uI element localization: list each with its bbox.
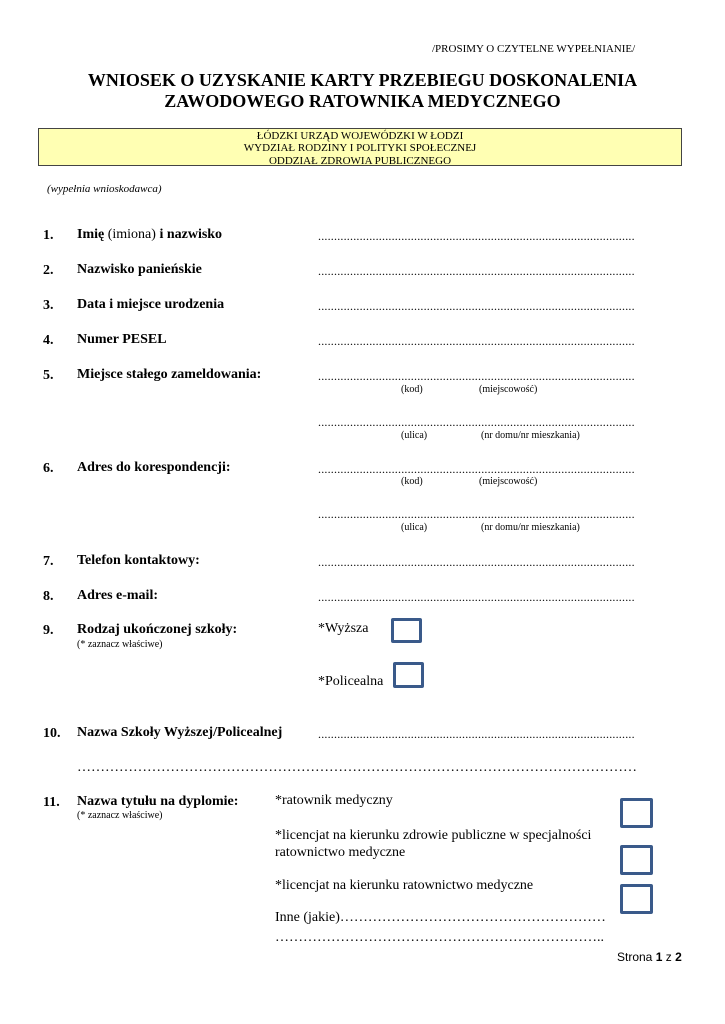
pesel-input-line[interactable]: ...................................................................................................: [318, 334, 635, 348]
field-label-email: Adres e-mail:: [77, 588, 158, 603]
footer-z: z: [662, 950, 676, 964]
hint-nr-domu: (nr domu/nr mieszkania): [481, 430, 580, 441]
field-label-registered-address: Miejsce stałego zameldowania:: [77, 367, 262, 382]
field-label-birth: Data i miejsce urodzenia: [77, 297, 225, 312]
footer-strona: Strona: [617, 950, 656, 964]
field-label-correspondence-address: Adres do korespondencji:: [77, 460, 231, 475]
maiden-name-input-line[interactable]: ...................................................................................................: [318, 264, 635, 278]
school-name-continuation-line[interactable]: …………………………………………………………………………………………………………: [77, 760, 637, 775]
footer-page-number: 1: [655, 950, 663, 964]
option-label-licencjat-zp-line2: ratownictwo medyczne: [275, 845, 406, 860]
correspondence-street-line[interactable]: ...................................................................................................: [318, 507, 635, 521]
mark-appropriate-note: (* zaznacz właściwe): [77, 810, 163, 821]
registered-street-line[interactable]: ...................................................................................................: [318, 415, 635, 429]
option-label-wyzsza: *Wyższa: [318, 621, 369, 636]
field-number-7: 7.: [43, 554, 54, 569]
fill-instruction-note: /PROSIMY O CZYTELNE WYPEŁNIANIE/: [432, 43, 636, 55]
field-number-2: 2.: [43, 263, 54, 278]
office-line2: WYDZIAŁ RODZINY I POLITYKI SPOŁECZNEJ: [243, 142, 477, 155]
field-number-8: 8.: [43, 589, 54, 604]
field-label-maiden-name: Nazwisko panieńskie: [77, 262, 202, 277]
applicant-fill-note: (wypełnia wnioskodawca): [47, 183, 162, 195]
field-number-1: 1.: [43, 228, 54, 243]
hint-kod: (kod): [401, 384, 423, 395]
field-label-school-type: Rodzaj ukończonej szkoły:: [77, 622, 238, 637]
registered-postcode-city-line[interactable]: ...................................................................................................: [318, 369, 635, 383]
option-label-ratownik: *ratownik medyczny: [275, 793, 393, 808]
hint-miejscowosc: (miejscowość): [479, 476, 538, 487]
checkbox-policealna[interactable]: [393, 662, 424, 688]
option-other-continuation-line[interactable]: ……………………………………………………………..: [275, 930, 604, 945]
office-line3: ODDZIAŁ ZDROWIA PUBLICZNEGO: [268, 154, 452, 167]
form-title: [0, 70, 725, 112]
field-number-10: 10.: [43, 726, 61, 741]
checkbox-ratownik[interactable]: [620, 798, 653, 828]
field-number-11: 11.: [43, 795, 60, 810]
option-label-licencjat-zp-line1: *licencjat na kierunku zdrowie publiczne w specjalności: [275, 828, 592, 843]
form-title-line1: WNIOSEK O UZYSKANIE KARTY PRZEBIEGU DOSKONALENIA: [87, 70, 638, 90]
field-number-5: 5.: [43, 368, 54, 383]
field-number-4: 4.: [43, 333, 54, 348]
birth-input-line[interactable]: ...................................................................................................: [318, 299, 635, 313]
hint-miejscowosc: (miejscowość): [479, 384, 538, 395]
field-label-name: [77, 227, 222, 243]
option-label-licencjat-rm: *licencjat na kierunku ratownictwo medyczne: [275, 878, 534, 893]
checkbox-licencjat-zp[interactable]: [620, 845, 653, 875]
option-label-policealna: *Policealna: [318, 674, 384, 689]
field-label-phone: Telefon kontaktowy:: [77, 553, 200, 568]
hint-kod: (kod): [401, 476, 423, 487]
field-label-diploma-title: Nazwa tytułu na dyplomie:: [77, 794, 239, 809]
field-number-6: 6.: [43, 461, 54, 476]
label-part-imiona: (imiona): [104, 227, 156, 242]
mark-appropriate-note: (* zaznacz właściwe): [77, 639, 163, 650]
field-number-9: 9.: [43, 623, 54, 638]
hint-ulica: (ulica): [401, 430, 428, 441]
page-footer: [617, 950, 682, 964]
option-other-line[interactable]: Inne (jakie)…………………………………………………: [275, 910, 606, 925]
checkbox-wyzsza[interactable]: [391, 618, 422, 643]
hint-ulica: (ulica): [401, 522, 428, 533]
hint-nr-domu: (nr domu/nr mieszkania): [481, 522, 580, 533]
correspondence-postcode-city-line[interactable]: ...................................................................................................: [318, 462, 635, 476]
name-input-line[interactable]: ...................................................................................................: [318, 229, 635, 243]
school-name-input-line[interactable]: ...................................................................................................: [318, 727, 635, 741]
email-input-line[interactable]: ...................................................................................................: [318, 590, 635, 604]
field-number-3: 3.: [43, 298, 54, 313]
footer-total-pages: 2: [675, 950, 682, 964]
office-header-box: [38, 128, 682, 166]
checkbox-licencjat-rm[interactable]: [620, 884, 653, 914]
field-label-school-name: Nazwa Szkoły Wyższej/Policealnej: [77, 725, 283, 740]
form-title-line2: ZAWODOWEGO RATOWNIKA MEDYCZNEGO: [164, 91, 561, 111]
phone-input-line[interactable]: ...................................................................................................: [318, 555, 635, 569]
office-line1: ŁÓDZKI URZĄD WOJEWÓDZKI W ŁODZI: [256, 130, 464, 142]
label-part-imie: Imię: [77, 227, 105, 242]
label-part-nazwisko: i nazwisko: [155, 227, 223, 242]
field-label-pesel: Numer PESEL: [77, 332, 167, 347]
